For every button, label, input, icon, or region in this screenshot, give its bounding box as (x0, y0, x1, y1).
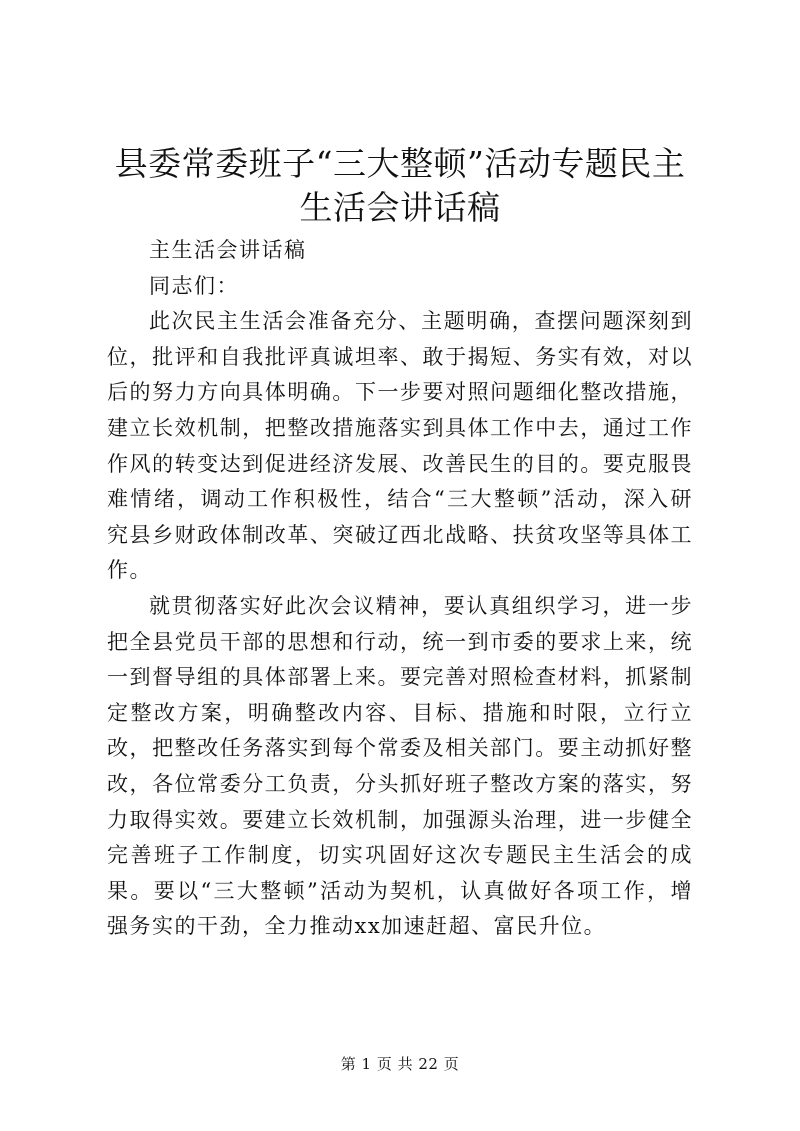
document-body (107, 233, 693, 945)
page-footer: 第 1 页 共 22 页 (340, 1055, 460, 1073)
paragraph-subtitle: 主生活会讲话稿 (149, 238, 307, 262)
paragraph-body-2: 就贯彻落实好此次会议精神，要认真组织学习，进一步把全县党员干部的思想和行动，统一到市委的要求上来，统一到督导组的具体部署上来。要完善对照检查材料，抓紧制定整改方案，明确整改内容、目标、措施和时限，立行立改，把整改任务落实到每个常委及相关部门。要主动抓好整改，各位常委分工负责，分头抓好班子整改方案的落实，努力取得实效。要建立长效机制，加强源头治理，进一步健全完善班子工作制度，切实巩固好这次专题民主生活会的成果。要以“三大整顿”活动为契机，认真做好各项工作，增强务实的干劲，全力推动xx加速赶超、富民升位。 (107, 593, 693, 939)
document-title: 县委常委班子“三大整顿”活动专题民主生活会讲话稿 (114, 144, 686, 227)
paragraph-salutation: 同志们： (149, 273, 239, 298)
paragraph-body-1: 此次民主生活会准备充分、主题明确，查摆问题深刻到位，批评和自我批评真诚坦率、敢于揭短、务实有效，对以后的努力方向具体明确。下一步要对照问题细化整改措施，建立长效机制，把整改措施落实到具体工作中去，通过工作作风的转变达到促进经济发展、改善民生的目的。要克服畏难情绪，调动工作积极性，结合“三大整顿”活动，深入研究县乡财政体制改革、突破辽西北战略、扶贫攻坚等具体工作。 (107, 309, 693, 583)
